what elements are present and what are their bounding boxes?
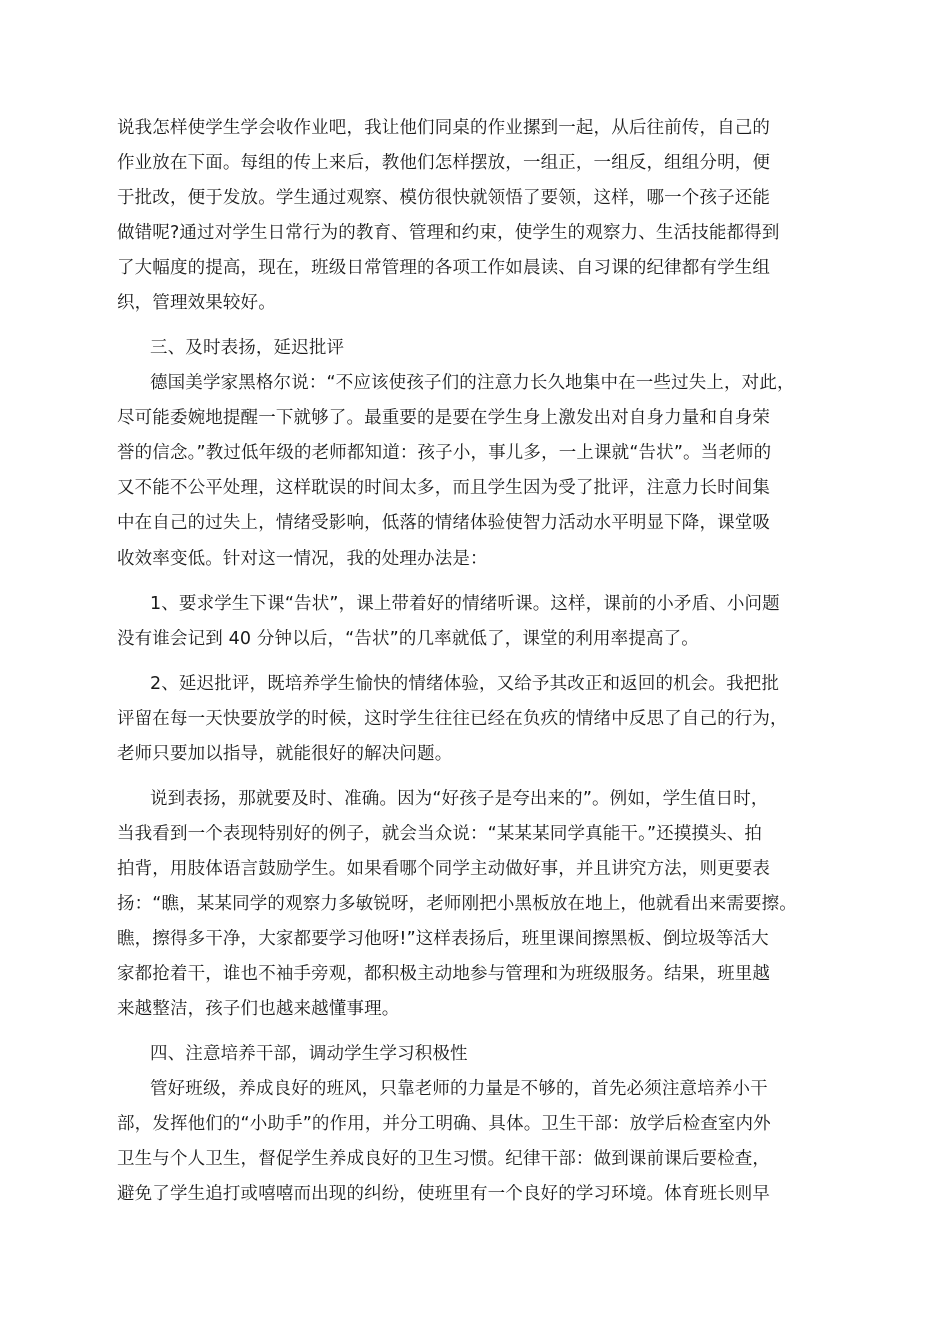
section-heading: 四、注意培养干部，调动学生学习积极性	[150, 1044, 468, 1064]
text-line: 中在自己的过失上，情绪受影响，低落的情绪体验使智力活动水平明显下降，课堂吸	[117, 513, 771, 533]
text-line: 评留在每一天快要放学的时候，这时学生往往已经在负疚的情绪中反思了自己的行为，	[117, 709, 788, 729]
text-line: 拍背，用肢体语言鼓励学生。如果看哪个同学主动做好事，并且讲究方法，则更要表	[117, 859, 771, 879]
text-line: 避免了学生追打或嘻嘻而出现的纠纷，使班里有一个良好的学习环境。体育班长则早	[117, 1184, 771, 1204]
list-item-1: 1、要求学生下课“告状”，课上带着好的情绪听课。这样，课前的小矛盾、小问题	[150, 594, 780, 614]
text-line: 了大幅度的提高，现在，班级日常管理的各项工作如晨读、自习课的纪律都有学生组	[117, 258, 771, 278]
text-line: 管好班级，养成良好的班风，只靠老师的力量是不够的，首先必须注意培养小干	[150, 1079, 768, 1099]
text-line: 当我看到一个表现特别好的例子，就会当众说：“某某某同学真能干。”还摸摸头、拍	[117, 824, 763, 844]
text-line: 又不能不公平处理，这样耽误的时间太多，而且学生因为受了批评，注意力长时间集	[117, 478, 771, 498]
text-line: 誉的信念。”教过低年级的老师都知道：孩子小，事儿多，一上课就“告状”。当老师的	[117, 443, 772, 463]
section-heading: 三、及时表扬，延迟批评	[150, 338, 345, 358]
list-item-2: 2、延迟批评，既培养学生愉快的情绪体验，又给予其改正和返回的机会。我把批	[150, 674, 780, 694]
text-line: 卫生与个人卫生，督促学生养成良好的卫生习惯。纪律干部：做到课前课后要检查，	[117, 1149, 771, 1169]
text-line: 瞧，擦得多干净，大家都要学习他呀!”这样表扬后，班里课间擦黑板、倒垃圾等活大	[117, 929, 769, 949]
text-line: 扬：“瞧，某某同学的观察力多敏锐呀，老师刚把小黑板放在地上，他就看出来需要擦。	[117, 894, 797, 914]
text-line: 织，管理效果较好。	[117, 293, 276, 313]
text-line: 没有谁会记到 40 分钟以后，“告状”的几率就低了，课堂的利用率提高了。	[117, 629, 699, 649]
text-line: 说我怎样使学生学会收作业吧，我让他们同桌的作业摞到一起，从后往前传，自己的	[117, 118, 771, 138]
text-line: 来越整洁，孩子们也越来越懂事理。	[117, 999, 400, 1019]
text-line: 尽可能委婉地提醒一下就够了。最重要的是要在学生身上激发出对自身力量和自身荣	[117, 408, 771, 428]
text-line: 于批改，便于发放。学生通过观察、模仿很快就领悟了要领，这样，哪一个孩子还能	[117, 188, 771, 208]
text-line: 作业放在下面。每组的传上来后，教他们怎样摆放，一组正，一组反，组组分明，便	[117, 153, 771, 173]
text-line: 说到表扬，那就要及时、准确。因为“好孩子是夸出来的”。例如，学生值日时，	[150, 789, 769, 809]
text-line: 收效率变低。针对这一情况，我的处理办法是：	[117, 549, 488, 569]
text-line: 做错呢?通过对学生日常行为的教育、管理和约束，使学生的观察力、生活技能都得到	[117, 223, 780, 243]
text-line: 老师只要加以指导，就能很好的解决问题。	[117, 744, 453, 764]
text-line: 家都抢着干，谁也不袖手旁观，都积极主动地参与管理和为班级服务。结果，班里越	[117, 964, 771, 984]
text-line: 部，发挥他们的“小助手”的作用，并分工明确、具体。卫生干部：放学后检查室内外	[117, 1114, 771, 1134]
text-line: 德国美学家黑格尔说：“不应该使孩子们的注意力长久地集中在一些过失上，对此，	[150, 373, 795, 393]
